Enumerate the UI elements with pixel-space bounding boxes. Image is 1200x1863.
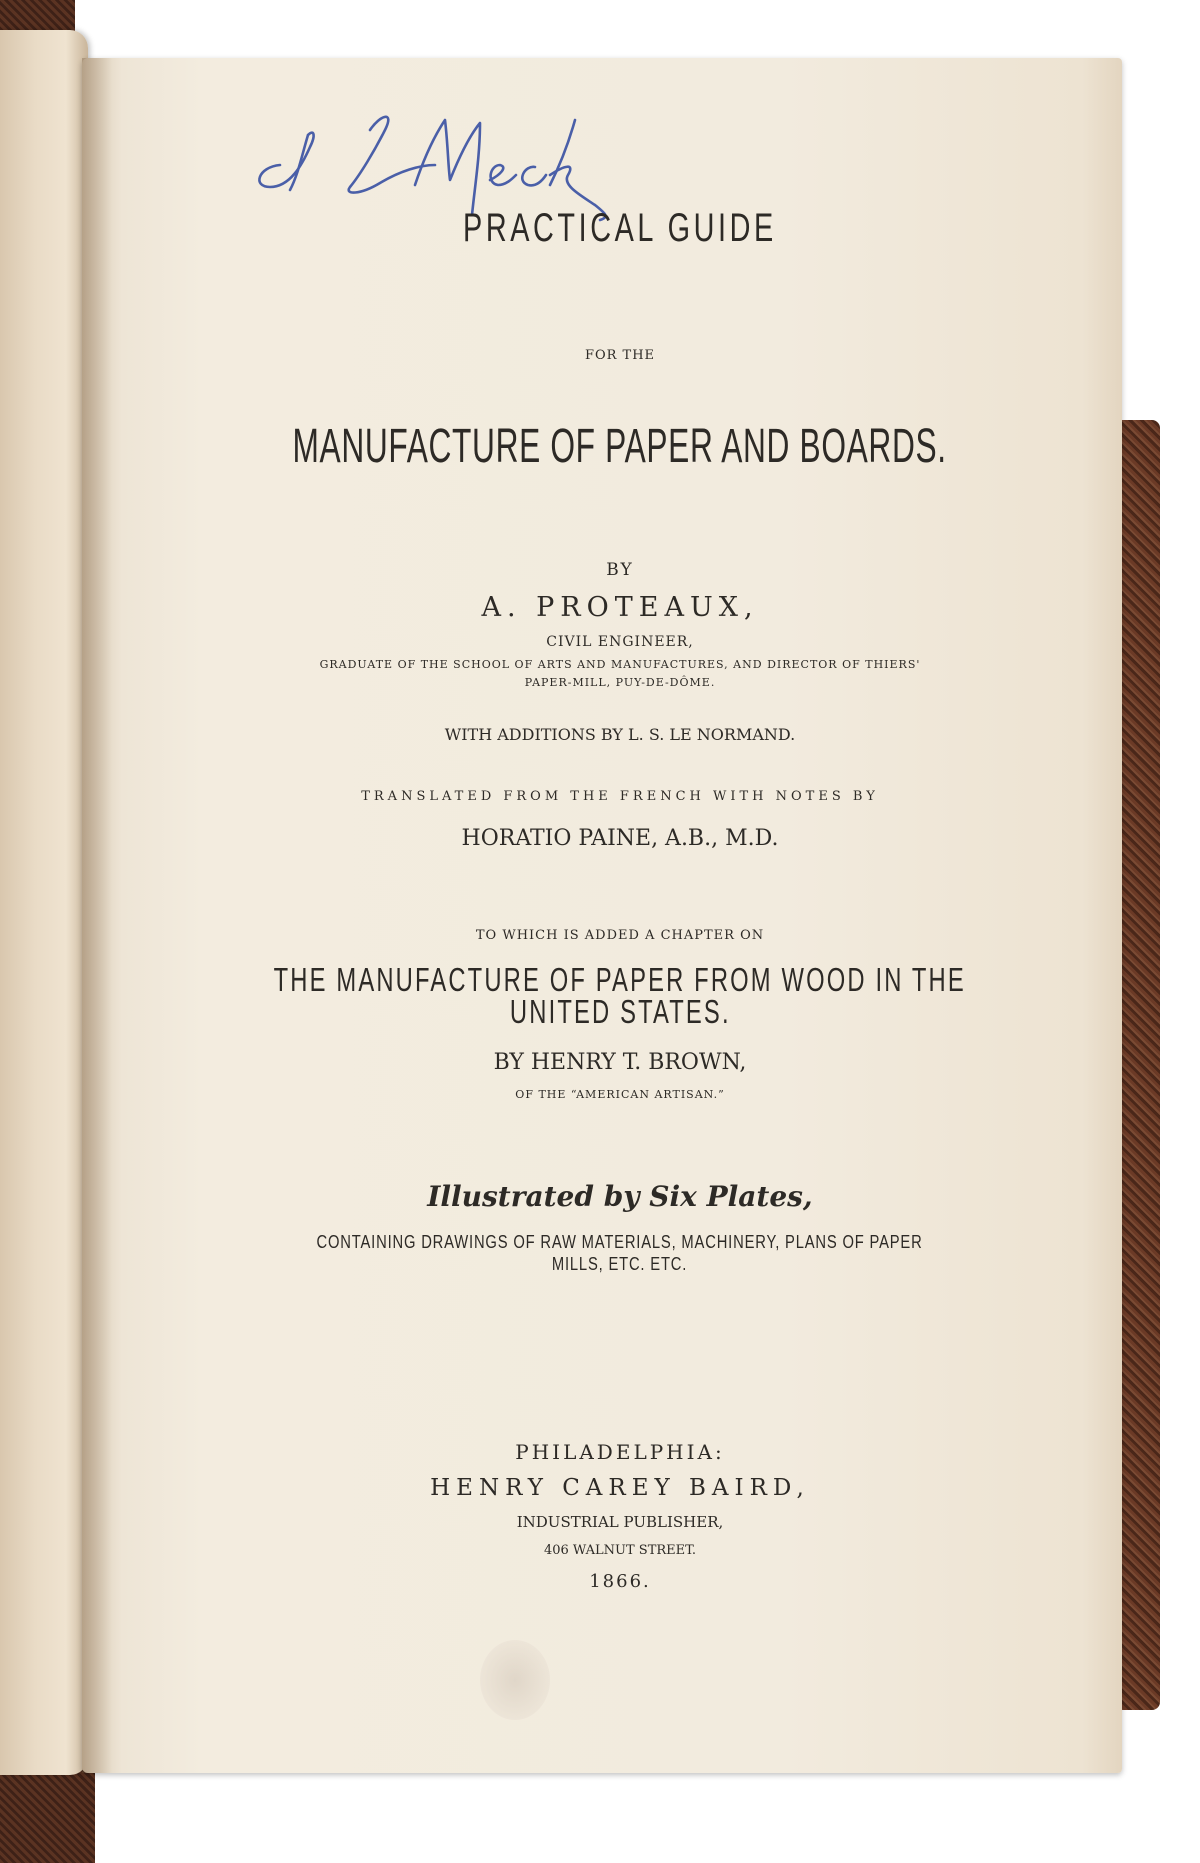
chapter-author: BY HENRY T. BROWN, [493, 1050, 747, 1075]
title-line-2: MANUFACTURE OF PAPER AND BOARDS. [292, 420, 948, 473]
page-stain [480, 1640, 550, 1720]
imprint-city: PHILADELPHIA: [515, 1440, 725, 1464]
illustrations-heading: Illustrated by Six Plates, [427, 1180, 813, 1213]
translator-name: HORATIO PAINE, A.B., M.D. [461, 826, 779, 851]
author-credentials-2: PAPER-MILL, PUY-DE-DÔME. [524, 676, 716, 689]
gutter-shadow [82, 58, 112, 1773]
translation-intro: TRANSLATED FROM THE FRENCH WITH NOTES BY [361, 789, 879, 804]
additions-credit: WITH ADDITIONS BY L. S. LE NORMAND. [444, 725, 796, 744]
chapter-title-2: UNITED STATES. [509, 993, 731, 1030]
chapter-author-affiliation: OF THE “AMERICAN ARTISAN.” [515, 1088, 725, 1101]
imprint-publisher: HENRY CAREY BAIRD, [430, 1475, 810, 1501]
chapter-title-1: THE MANUFACTURE OF PAPER FROM WOOD IN THE [273, 961, 967, 998]
verso-page-edge [0, 30, 88, 1775]
author-by: BY [606, 560, 634, 580]
imprint-address: 406 WALNUT STREET. [543, 1543, 697, 1558]
illustrations-desc-2: MILLS, ETC. ETC. [552, 1254, 688, 1274]
imprint-role: INDUSTRIAL PUBLISHER, [516, 1513, 724, 1531]
illustrations-desc-1: CONTAINING DRAWINGS OF RAW MATERIALS, MACHINERY, PLANS OF PAPER [316, 1232, 924, 1252]
imprint-year: 1866. [589, 1571, 651, 1592]
author-role: CIVIL ENGINEER, [546, 634, 694, 650]
title-line-1: PRACTICAL GUIDE [463, 206, 777, 250]
author-name: A. PROTEAUX, [481, 592, 759, 623]
title-connector: FOR THE [584, 348, 656, 363]
author-credentials-1: GRADUATE OF THE SCHOOL OF ARTS AND MANUFACTURES, AND DIRECTOR OF THIERS' [319, 658, 921, 671]
chapter-intro: TO WHICH IS ADDED A CHAPTER ON [475, 928, 765, 943]
